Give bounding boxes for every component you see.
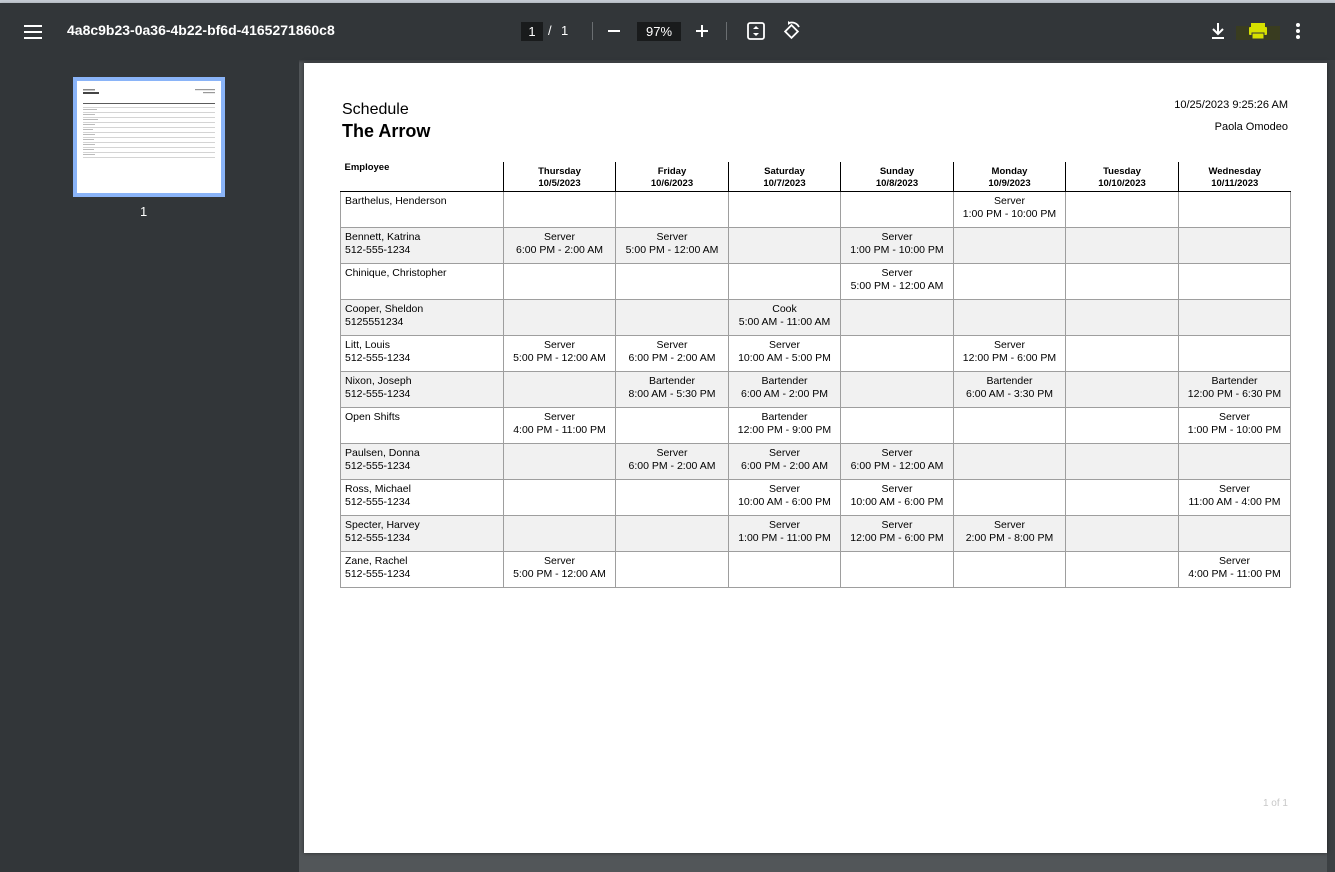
pdf-toolbar bbox=[0, 3, 1335, 60]
shift-cell bbox=[1179, 516, 1291, 552]
shift-cell bbox=[1066, 300, 1179, 336]
shift-cell bbox=[1179, 408, 1291, 444]
shift-cell bbox=[841, 228, 954, 264]
page-separator: / bbox=[548, 23, 552, 38]
employee-name: Cooper, Sheldon bbox=[345, 303, 424, 315]
employee-cell bbox=[341, 192, 504, 228]
shift-role: Server bbox=[769, 447, 800, 459]
shift-cell bbox=[954, 480, 1066, 516]
table-row bbox=[341, 516, 1291, 552]
shift-cell bbox=[729, 444, 841, 480]
shift-cell bbox=[729, 480, 841, 516]
page-footer: 1 of 1 bbox=[1262, 798, 1288, 809]
shift-cell bbox=[954, 444, 1066, 480]
shift-role: Bartender bbox=[761, 375, 808, 387]
employee-cell bbox=[341, 336, 504, 372]
shift-cell bbox=[1179, 336, 1291, 372]
shift-cell bbox=[1179, 264, 1291, 300]
thumbnail-preview bbox=[77, 81, 221, 193]
shift-time: 6:00 PM - 2:00 AM bbox=[741, 460, 828, 472]
shift-cell bbox=[841, 552, 954, 588]
shift-role: Server bbox=[881, 231, 913, 243]
employee-phone: 512-555-1234 bbox=[345, 568, 411, 580]
shift-time: 6:00 AM - 3:30 PM bbox=[966, 388, 1053, 400]
shift-role: Server bbox=[994, 519, 1025, 531]
shift-role: Bartender bbox=[761, 411, 808, 423]
table-row bbox=[341, 300, 1291, 336]
shift-cell bbox=[504, 264, 616, 300]
shift-role: Server bbox=[994, 339, 1025, 351]
shift-cell bbox=[504, 516, 616, 552]
shift-cell bbox=[729, 552, 841, 588]
employee-cell bbox=[341, 516, 504, 552]
day-date: 10/7/2023 bbox=[763, 178, 806, 189]
page-total: 1 bbox=[561, 23, 569, 38]
shift-cell bbox=[1066, 516, 1179, 552]
shift-cell bbox=[841, 516, 954, 552]
shift-cell bbox=[841, 444, 954, 480]
fit-page-icon bbox=[744, 19, 768, 43]
shift-cell bbox=[1179, 300, 1291, 336]
shift-time: 1:00 PM - 10:00 PM bbox=[850, 244, 944, 256]
day-name: Sunday bbox=[879, 166, 915, 177]
shift-cell bbox=[1066, 372, 1179, 408]
employee-phone: 512-555-1234 bbox=[345, 352, 411, 364]
shift-cell bbox=[504, 444, 616, 480]
employee-cell bbox=[341, 228, 504, 264]
shift-role: Server bbox=[1219, 555, 1250, 567]
table-row bbox=[341, 192, 1291, 228]
shift-cell bbox=[954, 300, 1066, 336]
shift-role: Bartender bbox=[648, 375, 696, 387]
thumbnail-page-number: 1 bbox=[140, 204, 148, 219]
day-column-header bbox=[841, 162, 954, 192]
thumbnail-sidebar bbox=[0, 60, 299, 872]
shift-cell bbox=[841, 300, 954, 336]
page-thumbnail[interactable] bbox=[73, 77, 225, 197]
shift-cell bbox=[1066, 264, 1179, 300]
plus-icon bbox=[690, 19, 714, 43]
zoom-input[interactable]: 97% bbox=[637, 22, 681, 41]
shift-time: 2:00 PM - 8:00 PM bbox=[965, 532, 1054, 544]
employee-column-header: Employee bbox=[341, 162, 504, 192]
day-column-header bbox=[954, 162, 1066, 192]
day-date: 10/5/2023 bbox=[538, 178, 581, 189]
shift-cell bbox=[504, 552, 616, 588]
shift-cell bbox=[729, 228, 841, 264]
shift-time: 6:00 PM - 2:00 AM bbox=[516, 244, 603, 256]
shift-time: 10:00 AM - 6:00 PM bbox=[738, 496, 831, 508]
shift-cell bbox=[1066, 552, 1179, 588]
shift-cell bbox=[1179, 552, 1291, 588]
report-subtitle: Schedule bbox=[342, 101, 409, 118]
shift-cell bbox=[616, 408, 729, 444]
shift-role: Server bbox=[881, 519, 913, 531]
report-user: Paola Omodeo bbox=[1214, 121, 1288, 133]
employee-cell bbox=[341, 408, 504, 444]
shift-cell bbox=[1179, 372, 1291, 408]
shift-cell bbox=[729, 300, 841, 336]
thumbnail-content-graphic bbox=[77, 81, 221, 193]
shift-cell bbox=[616, 444, 729, 480]
shift-cell bbox=[504, 372, 616, 408]
menu-button[interactable] bbox=[18, 17, 48, 47]
shift-time: 5:00 AM - 11:00 AM bbox=[738, 316, 831, 328]
day-name: Tuesday bbox=[1103, 166, 1141, 177]
shift-cell bbox=[954, 264, 1066, 300]
table-row bbox=[341, 264, 1291, 300]
table-row bbox=[341, 228, 1291, 264]
shift-role: Server bbox=[769, 483, 800, 495]
table-row bbox=[341, 552, 1291, 588]
shift-cell bbox=[841, 336, 954, 372]
rotate-button[interactable] bbox=[780, 19, 804, 43]
shift-cell bbox=[1179, 192, 1291, 228]
shift-cell bbox=[954, 516, 1066, 552]
shift-role: Server bbox=[656, 447, 688, 459]
shift-cell bbox=[616, 192, 729, 228]
shift-time: 10:00 AM - 6:00 PM bbox=[850, 496, 944, 508]
shift-cell bbox=[841, 372, 954, 408]
shift-cell bbox=[1179, 228, 1291, 264]
day-date: 10/8/2023 bbox=[875, 178, 919, 189]
shift-role: Server bbox=[881, 483, 913, 495]
print-button[interactable] bbox=[1236, 19, 1280, 43]
employee-phone: 512-555-1234 bbox=[345, 532, 411, 544]
zoom-in-button[interactable] bbox=[690, 19, 714, 43]
day-name: Thursday bbox=[538, 166, 581, 177]
shift-time: 5:00 PM - 12:00 AM bbox=[513, 352, 606, 364]
table-row bbox=[341, 336, 1291, 372]
shift-cell bbox=[1066, 408, 1179, 444]
shift-cell bbox=[841, 480, 954, 516]
shift-cell bbox=[616, 300, 729, 336]
employee-cell bbox=[341, 300, 504, 336]
shift-cell bbox=[954, 192, 1066, 228]
shift-time: 10:00 AM - 5:00 PM bbox=[738, 352, 831, 364]
more-options-button[interactable] bbox=[1288, 19, 1308, 43]
day-name: Wednesday bbox=[1208, 166, 1262, 177]
employee-phone: 5125551234 bbox=[345, 316, 404, 328]
shift-cell bbox=[841, 408, 954, 444]
day-date: 10/6/2023 bbox=[650, 178, 694, 189]
shift-time: 6:00 PM - 2:00 AM bbox=[628, 460, 716, 472]
report-title: The Arrow bbox=[342, 121, 431, 141]
day-column-header bbox=[1066, 162, 1179, 192]
shift-cell bbox=[616, 228, 729, 264]
zoom-out-button[interactable] bbox=[602, 19, 626, 43]
shift-cell bbox=[616, 264, 729, 300]
day-name: Saturday bbox=[764, 166, 805, 177]
shift-role: Bartender bbox=[986, 375, 1033, 387]
shift-role: Server bbox=[656, 339, 688, 351]
day-column-header bbox=[729, 162, 841, 192]
shift-role: Server bbox=[656, 231, 688, 243]
download-button[interactable] bbox=[1206, 19, 1230, 43]
shift-time: 4:00 PM - 11:00 PM bbox=[1188, 568, 1281, 580]
shift-time: 6:00 PM - 12:00 AM bbox=[850, 460, 944, 472]
report-timestamp: 10/25/2023 9:25:26 AM bbox=[1174, 99, 1288, 111]
employee-phone: 512-555-1234 bbox=[345, 460, 411, 472]
shift-cell bbox=[616, 372, 729, 408]
shift-time: 11:00 AM - 4:00 PM bbox=[1188, 496, 1281, 508]
schedule-body bbox=[341, 192, 1291, 588]
download-icon bbox=[1206, 19, 1230, 43]
shift-cell bbox=[616, 336, 729, 372]
shift-cell bbox=[729, 516, 841, 552]
shift-cell bbox=[841, 192, 954, 228]
employee-cell bbox=[341, 552, 504, 588]
shift-role: Server bbox=[1219, 411, 1250, 423]
shift-role: Server bbox=[544, 339, 575, 351]
employee-cell bbox=[341, 444, 504, 480]
shift-cell bbox=[504, 336, 616, 372]
table-row bbox=[341, 444, 1291, 480]
shift-cell bbox=[616, 552, 729, 588]
employee-name: Bennett, Katrina bbox=[345, 231, 421, 243]
page-number-input[interactable]: 1 bbox=[521, 22, 543, 41]
shift-time: 1:00 PM - 11:00 PM bbox=[738, 532, 831, 544]
shift-cell bbox=[504, 480, 616, 516]
employee-phone: 512-555-1234 bbox=[345, 496, 411, 508]
toolbar-divider bbox=[726, 22, 727, 40]
shift-cell bbox=[729, 192, 841, 228]
employee-name: Open Shifts bbox=[345, 411, 400, 423]
table-row bbox=[341, 480, 1291, 516]
shift-cell bbox=[504, 192, 616, 228]
day-date: 10/11/2023 bbox=[1211, 178, 1259, 189]
shift-time: 12:00 PM - 9:00 PM bbox=[737, 424, 832, 436]
shift-cell bbox=[504, 408, 616, 444]
shift-role: Server bbox=[544, 555, 575, 567]
table-row bbox=[341, 372, 1291, 408]
shift-time: 6:00 AM - 2:00 PM bbox=[741, 388, 828, 400]
employee-name: Zane, Rachel bbox=[345, 555, 408, 567]
shift-cell bbox=[616, 516, 729, 552]
shift-role: Server bbox=[769, 519, 800, 531]
print-icon bbox=[1236, 19, 1280, 43]
employee-phone: 512-555-1234 bbox=[345, 244, 411, 256]
shift-role: Server bbox=[881, 447, 913, 459]
shift-role: Cook bbox=[772, 303, 797, 315]
shift-time: 12:00 PM - 6:30 PM bbox=[1187, 388, 1282, 400]
shift-cell bbox=[1066, 228, 1179, 264]
shift-cell bbox=[841, 264, 954, 300]
employee-name: Paulsen, Donna bbox=[345, 447, 420, 459]
shift-time: 1:00 PM - 10:00 PM bbox=[962, 208, 1057, 220]
shift-cell bbox=[729, 264, 841, 300]
day-date: 10/9/2023 bbox=[988, 178, 1031, 189]
shift-cell bbox=[954, 372, 1066, 408]
employee-name: Specter, Harvey bbox=[345, 519, 420, 531]
menu-icon bbox=[24, 25, 42, 39]
shift-cell bbox=[1066, 192, 1179, 228]
shift-time: 5:00 PM - 12:00 AM bbox=[625, 244, 719, 256]
shift-cell bbox=[954, 336, 1066, 372]
shift-cell bbox=[1066, 444, 1179, 480]
shift-cell bbox=[1066, 336, 1179, 372]
pdf-page bbox=[304, 63, 1327, 853]
vertical-scrollbar[interactable] bbox=[1327, 60, 1335, 872]
employee-name: Barthelus, Henderson bbox=[345, 195, 447, 207]
employee-name: Chinique, Christopher bbox=[345, 267, 447, 279]
toolbar-divider bbox=[592, 22, 593, 40]
shift-time: 5:00 PM - 12:00 AM bbox=[850, 280, 944, 292]
employee-name: Nixon, Joseph bbox=[345, 375, 412, 387]
shift-role: Bartender bbox=[1211, 375, 1258, 387]
day-column-header bbox=[616, 162, 729, 192]
shift-time: 5:00 PM - 12:00 AM bbox=[513, 568, 606, 580]
shift-cell bbox=[729, 372, 841, 408]
shift-time: 12:00 PM - 6:00 PM bbox=[962, 352, 1057, 364]
rotate-icon bbox=[780, 19, 804, 43]
shift-cell bbox=[954, 408, 1066, 444]
employee-cell bbox=[341, 372, 504, 408]
shift-cell bbox=[954, 228, 1066, 264]
day-date: 10/10/2023 bbox=[1098, 178, 1146, 189]
employee-phone: 512-555-1234 bbox=[345, 388, 411, 400]
day-name: Monday bbox=[991, 166, 1028, 177]
shift-cell bbox=[729, 336, 841, 372]
table-row bbox=[341, 408, 1291, 444]
more-vert-icon bbox=[1288, 19, 1308, 43]
shift-time: 12:00 PM - 6:00 PM bbox=[850, 532, 944, 544]
shift-role: Server bbox=[994, 195, 1025, 207]
shift-time: 4:00 PM - 11:00 PM bbox=[513, 424, 606, 436]
shift-time: 6:00 PM - 2:00 AM bbox=[628, 352, 716, 364]
shift-cell bbox=[1179, 480, 1291, 516]
shift-cell bbox=[729, 408, 841, 444]
shift-time: 1:00 PM - 10:00 PM bbox=[1187, 424, 1282, 436]
document-title: 4a8c9b23-0a36-4b22-bf6d-4165271860c8 bbox=[67, 22, 335, 38]
shift-role: Server bbox=[544, 411, 575, 423]
shift-role: Server bbox=[881, 267, 913, 279]
day-column-header bbox=[504, 162, 616, 192]
shift-cell bbox=[616, 480, 729, 516]
schedule-header-row bbox=[341, 162, 1291, 192]
day-column-header bbox=[1179, 162, 1291, 192]
shift-time: 8:00 AM - 5:30 PM bbox=[628, 388, 716, 400]
employee-name: Ross, Michael bbox=[345, 483, 411, 495]
shift-role: Server bbox=[769, 339, 800, 351]
schedule-table bbox=[340, 162, 1291, 588]
day-name: Friday bbox=[657, 166, 687, 177]
fit-to-page-button[interactable] bbox=[744, 19, 768, 43]
minus-icon bbox=[602, 19, 626, 43]
employee-name: Litt, Louis bbox=[345, 339, 390, 351]
shift-cell bbox=[1066, 480, 1179, 516]
shift-cell bbox=[504, 300, 616, 336]
shift-cell bbox=[504, 228, 616, 264]
employee-cell bbox=[341, 264, 504, 300]
shift-cell bbox=[954, 552, 1066, 588]
shift-cell bbox=[1179, 444, 1291, 480]
shift-role: Server bbox=[1219, 483, 1250, 495]
employee-cell bbox=[341, 480, 504, 516]
shift-role: Server bbox=[544, 231, 575, 243]
